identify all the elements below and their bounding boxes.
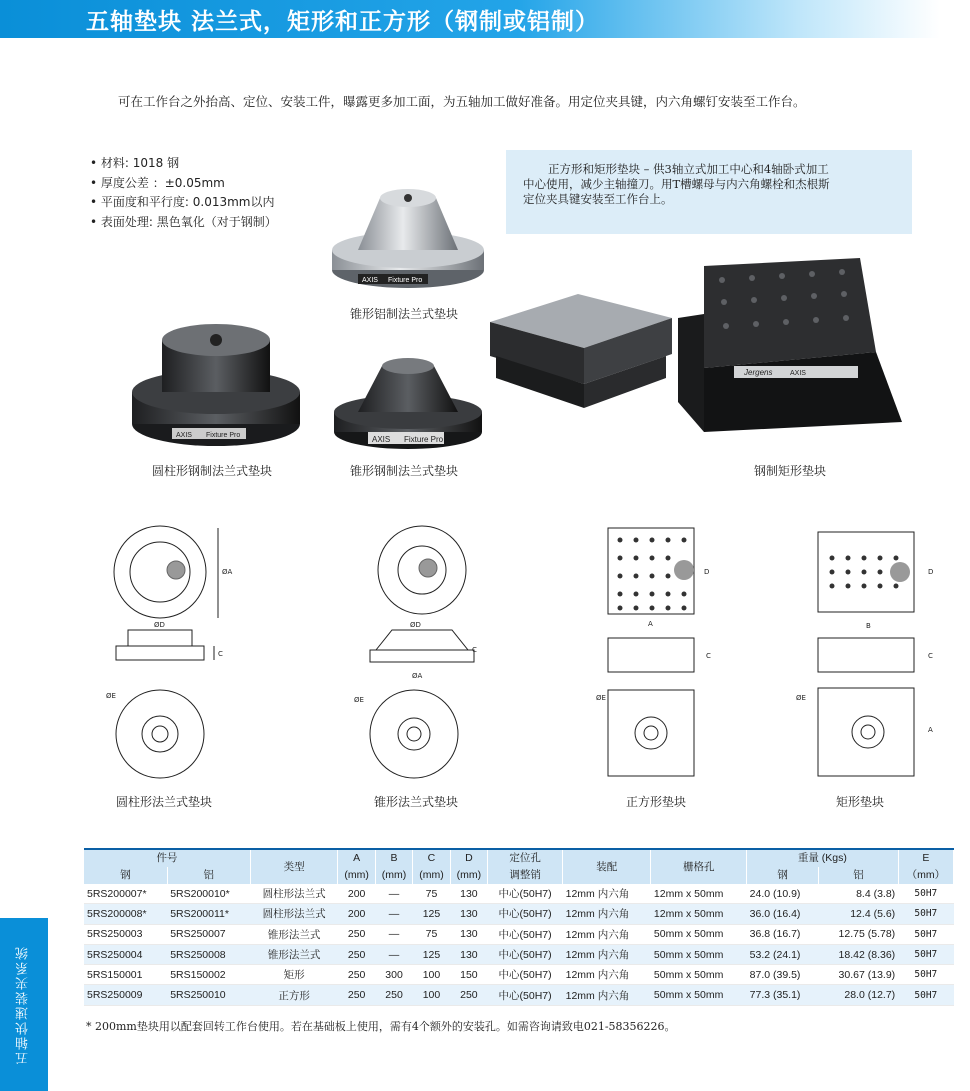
cell-alu: 5RS200010* bbox=[167, 884, 250, 904]
spec-tolerance: • 厚度公差 ：±0.05mm bbox=[90, 175, 225, 190]
cylinder-drawing bbox=[98, 518, 246, 798]
cylinder-steel-photo bbox=[130, 312, 302, 452]
dim-label: C bbox=[218, 650, 223, 658]
th-a: A bbox=[338, 849, 375, 867]
cell-mount: 12mm 内六角 bbox=[563, 904, 651, 924]
side-tab bbox=[0, 918, 48, 1091]
th-mount: 装配 bbox=[563, 849, 651, 884]
cell-steel: 5RS250009 bbox=[84, 985, 167, 1005]
cell-alu: 5RS250007 bbox=[167, 924, 250, 944]
dim-label: C bbox=[706, 652, 711, 660]
cell-b: — bbox=[375, 924, 412, 944]
table-row bbox=[84, 965, 954, 985]
brand-text: AXIS bbox=[372, 435, 391, 444]
cell-steel: 5RS200008* bbox=[84, 904, 167, 924]
th-locate-pin: 调整销 bbox=[488, 867, 563, 884]
page-title: 五轴垫块 法兰式，矩形和正方形（钢制或铝制） bbox=[86, 9, 600, 35]
cell-a: 200 bbox=[338, 904, 375, 924]
note-line: 定位夹具键安装至工作台上。 bbox=[523, 192, 673, 206]
caption-rect-drawing: 矩形垫块 bbox=[836, 795, 885, 809]
cell-w-alu: 28.0 (12.7) bbox=[819, 985, 898, 1005]
caption-cylinder-drawing: 圆柱形法兰式垫块 bbox=[116, 795, 213, 809]
th-locate: 定位孔 bbox=[488, 849, 563, 867]
cell-alu: 5RS250008 bbox=[167, 944, 250, 964]
cell-w-steel: 87.0 (39.5) bbox=[747, 965, 819, 985]
cell-grid: 50mm x 50mm bbox=[651, 985, 747, 1005]
brand-text: AXIS bbox=[362, 277, 378, 284]
cell-alu: 5RS250010 bbox=[167, 985, 250, 1005]
cell-locate: 中心(50H7) bbox=[488, 904, 563, 924]
dim-label: ØE bbox=[106, 692, 116, 700]
brand-text: AXIS bbox=[790, 370, 806, 377]
th-steel: 钢 bbox=[84, 867, 167, 884]
caption-cone-drawing: 锥形法兰式垫块 bbox=[374, 795, 459, 809]
brand-text: Fixture Pro bbox=[404, 435, 444, 444]
cell-d: 130 bbox=[450, 924, 487, 944]
cell-b: 250 bbox=[375, 985, 412, 1005]
cell-e: 50H7 bbox=[898, 904, 953, 924]
cell-mount: 12mm 内六角 bbox=[563, 944, 651, 964]
cell-w-alu: 8.4 (3.8) bbox=[819, 884, 898, 904]
cell-locate: 中心(50H7) bbox=[488, 965, 563, 985]
brand-text: AXIS bbox=[176, 432, 192, 439]
intro-text: 可在工作台之外抬高、定位、安装工件，曝露更多加工面，为五轴加工做好准备。用定位夹具键，内六角螺钉安装至工作台。 bbox=[118, 94, 806, 109]
cell-c: 75 bbox=[413, 924, 450, 944]
dim-label: ØD bbox=[154, 621, 165, 629]
cell-d: 150 bbox=[450, 965, 487, 985]
cell-w-steel: 36.8 (16.7) bbox=[747, 924, 819, 944]
cell-type: 锥形法兰式 bbox=[250, 944, 338, 964]
cell-e: 50H7 bbox=[898, 884, 953, 904]
cell-c: 125 bbox=[413, 944, 450, 964]
cell-a: 250 bbox=[338, 965, 375, 985]
cell-e: 50H7 bbox=[898, 965, 953, 985]
cell-locate: 中心(50H7) bbox=[488, 944, 563, 964]
cell-w-alu: 12.75 (5.78) bbox=[819, 924, 898, 944]
dim-label: A bbox=[648, 620, 653, 628]
cell-w-steel: 53.2 (24.1) bbox=[747, 944, 819, 964]
th-type: 类型 bbox=[250, 849, 338, 884]
cell-a: 250 bbox=[338, 985, 375, 1005]
cell-grid: 50mm x 50mm bbox=[651, 944, 747, 964]
dim-label: ØE bbox=[354, 696, 364, 704]
th-e: E bbox=[898, 849, 953, 867]
th-b: B bbox=[375, 849, 412, 867]
cell-type: 正方形 bbox=[250, 985, 338, 1005]
cell-e: 50H7 bbox=[898, 924, 953, 944]
cell-e: 50H7 bbox=[898, 944, 953, 964]
th-e-unit: （mm） bbox=[898, 867, 953, 884]
caption-cone-aluminum: 锥形铝制法兰式垫块 bbox=[350, 307, 459, 321]
cell-type: 锥形法兰式 bbox=[250, 924, 338, 944]
cell-steel: 5RS150001 bbox=[84, 965, 167, 985]
th-w-alu: 铝 bbox=[819, 867, 898, 884]
cell-b: — bbox=[375, 944, 412, 964]
table-row bbox=[84, 985, 954, 1005]
th-c: C bbox=[413, 849, 450, 867]
th-alu: 铝 bbox=[167, 867, 250, 884]
cell-b: — bbox=[375, 904, 412, 924]
dim-label: C bbox=[928, 652, 933, 660]
cell-steel: 5RS250004 bbox=[84, 944, 167, 964]
cell-w-alu: 12.4 (5.6) bbox=[819, 904, 898, 924]
cell-mount: 12mm 内六角 bbox=[563, 884, 651, 904]
table-row bbox=[84, 904, 954, 924]
cell-type: 矩形 bbox=[250, 965, 338, 985]
caption-rectangular-steel: 钢制矩形垫块 bbox=[754, 464, 827, 478]
cell-type: 圆柱形法兰式 bbox=[250, 904, 338, 924]
cell-d: 130 bbox=[450, 904, 487, 924]
th-unit: (mm) bbox=[413, 867, 450, 884]
cell-alu: 5RS150002 bbox=[167, 965, 250, 985]
cell-locate: 中心(50H7) bbox=[488, 924, 563, 944]
dim-label: ØE bbox=[796, 694, 806, 702]
spec-table bbox=[84, 848, 954, 1006]
cell-grid: 12mm x 50mm bbox=[651, 884, 747, 904]
cell-w-steel: 36.0 (16.4) bbox=[747, 904, 819, 924]
cell-grid: 50mm x 50mm bbox=[651, 965, 747, 985]
th-unit: (mm) bbox=[450, 867, 487, 884]
cell-b: — bbox=[375, 884, 412, 904]
brand-text: Fixture Pro bbox=[388, 277, 423, 284]
cell-steel: 5RS200007* bbox=[84, 884, 167, 904]
note-line: 正方形和矩形垫块 – 供3轴立式加工中心和4轴卧式加工 bbox=[548, 162, 829, 176]
spec-list bbox=[90, 154, 277, 232]
cell-type: 圆柱形法兰式 bbox=[250, 884, 338, 904]
th-unit: (mm) bbox=[375, 867, 412, 884]
brand-text: Jergens bbox=[744, 368, 773, 377]
dim-label: ØE bbox=[596, 694, 606, 702]
dim-label: A bbox=[928, 726, 933, 734]
cell-c: 100 bbox=[413, 965, 450, 985]
spec-material: • 材料: 1018 钢 bbox=[90, 156, 180, 170]
rect-drawing bbox=[792, 518, 942, 798]
dim-label: ØA bbox=[412, 672, 423, 680]
rectangular-steel-photo bbox=[482, 252, 912, 452]
table-row bbox=[84, 924, 954, 944]
cell-c: 75 bbox=[413, 884, 450, 904]
cell-steel: 5RS250003 bbox=[84, 924, 167, 944]
cell-w-alu: 30.67 (13.9) bbox=[819, 965, 898, 985]
table-row bbox=[84, 884, 954, 904]
dim-label: D bbox=[928, 568, 934, 576]
cell-d: 130 bbox=[450, 944, 487, 964]
note-line: 中心使用，减少主轴撞刀。用T槽螺母与内六角螺栓和杰根斯 bbox=[523, 177, 830, 191]
cell-w-alu: 18.42 (8.36) bbox=[819, 944, 898, 964]
th-unit: (mm) bbox=[338, 867, 375, 884]
header-banner bbox=[0, 0, 940, 38]
cell-d: 130 bbox=[450, 884, 487, 904]
brand-text: Fixture Pro bbox=[206, 432, 241, 439]
caption-square-drawing: 正方形垫块 bbox=[626, 795, 687, 809]
square-drawing bbox=[596, 518, 726, 798]
spec-finish: • 表面处理: 黑色氧化（对于钢制） bbox=[90, 214, 277, 229]
cell-w-steel: 77.3 (35.1) bbox=[747, 985, 819, 1005]
caption-cone-steel: 锥形钢制法兰式垫块 bbox=[350, 464, 459, 478]
spec-flatness: • 平面度和平行度: 0.013mm以内 bbox=[90, 195, 275, 209]
cell-locate: 中心(50H7) bbox=[488, 884, 563, 904]
cell-grid: 50mm x 50mm bbox=[651, 924, 747, 944]
cell-e: 50H7 bbox=[898, 985, 953, 1005]
cell-mount: 12mm 内六角 bbox=[563, 924, 651, 944]
cell-alu: 5RS200011* bbox=[167, 904, 250, 924]
dim-label: ØD bbox=[410, 621, 421, 629]
cone-drawing bbox=[350, 518, 500, 798]
th-d: D bbox=[450, 849, 487, 867]
caption-cylinder-steel: 圆柱形钢制法兰式垫块 bbox=[152, 464, 273, 478]
cone-steel-photo bbox=[330, 352, 485, 452]
th-w-steel: 钢 bbox=[747, 867, 819, 884]
cell-mount: 12mm 内六角 bbox=[563, 965, 651, 985]
dim-label: D bbox=[704, 568, 710, 576]
th-part: 件号 bbox=[84, 849, 250, 867]
footnote: * 200mm垫块用以配套回转工作台使用。若在基础板上使用，需有4个额外的安装孔。如需咨询请致电021-58356226。 bbox=[86, 1020, 676, 1033]
cone-aluminum-photo bbox=[328, 178, 488, 293]
th-grid: 栅格孔 bbox=[651, 849, 747, 884]
cell-a: 250 bbox=[338, 944, 375, 964]
cell-a: 250 bbox=[338, 924, 375, 944]
cell-c: 125 bbox=[413, 904, 450, 924]
cell-a: 200 bbox=[338, 884, 375, 904]
cell-b: 300 bbox=[375, 965, 412, 985]
dim-label: C bbox=[472, 646, 477, 654]
side-tab-label: 五轴快速装夹系统 bbox=[16, 945, 31, 1066]
note-box bbox=[506, 150, 912, 234]
cell-grid: 12mm x 50mm bbox=[651, 904, 747, 924]
table-row bbox=[84, 944, 954, 964]
cell-locate: 中心(50H7) bbox=[488, 985, 563, 1005]
cell-w-steel: 24.0 (10.9) bbox=[747, 884, 819, 904]
cell-d: 250 bbox=[450, 985, 487, 1005]
dim-label: ØA bbox=[222, 568, 233, 576]
cell-c: 100 bbox=[413, 985, 450, 1005]
dim-label: B bbox=[866, 622, 871, 630]
cell-mount: 12mm 内六角 bbox=[563, 985, 651, 1005]
th-weight: 重量 (Kgs) bbox=[747, 849, 899, 867]
